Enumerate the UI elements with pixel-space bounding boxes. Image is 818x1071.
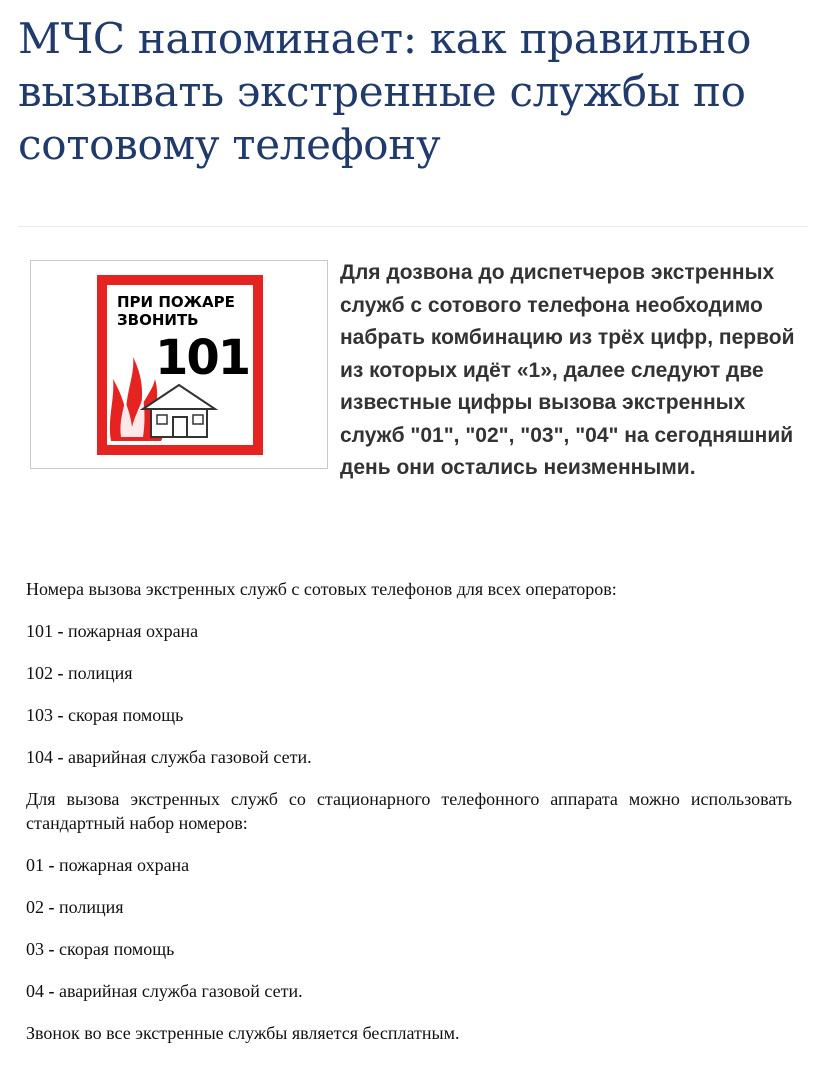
service-name: скорая помощь (59, 939, 175, 959)
sign-line-1: ПРИ ПОЖАРЕ (117, 293, 235, 311)
separator: - (44, 981, 59, 1001)
footer-note: Звонок во все экстренные службы является бесплатным. (26, 1023, 460, 1043)
sign-line-2: ЗВОНИТЬ (117, 311, 199, 329)
separator: - (44, 939, 59, 959)
fire-sign-image (30, 260, 328, 469)
service-name: полиция (59, 897, 124, 917)
separator: - (44, 897, 59, 917)
service-name: полиция (68, 663, 133, 683)
number-code: 102 (26, 663, 53, 683)
service-name: аварийная служба газовой сети. (59, 981, 303, 1001)
list-item (26, 619, 792, 643)
lead-paragraph: Для дозвона до диспетчеров экстренных служб с сотового телефона необходимо набрать комбинацию из трёх цифр, первой из которых идёт «1», далее следуют две известные цифры вызова экстренных служб "01", "02", "03", "04" на сегодняшний день они остались неизменными. (340, 261, 795, 479)
list-item (26, 979, 792, 1003)
landline-intro: Для вызова экстренных служб со стационарного телефонного аппарата можно использовать стандартный набор номеров: (26, 789, 792, 833)
service-name: пожарная охрана (59, 855, 190, 875)
divider (18, 226, 808, 227)
service-name: пожарная охрана (68, 621, 199, 641)
number-code: 03 (26, 939, 44, 959)
number-code: 103 (26, 705, 53, 725)
separator: - (53, 663, 68, 683)
number-code: 02 (26, 897, 44, 917)
number-code: 104 (26, 747, 53, 767)
fire-sign-icon (31, 261, 327, 468)
number-code: 101 (26, 621, 53, 641)
sign-number: 101 (155, 330, 250, 386)
service-name: аварийная служба газовой сети. (68, 747, 312, 767)
list-item (26, 661, 792, 685)
list-item (26, 853, 792, 877)
list-item (26, 937, 792, 961)
separator: - (53, 705, 68, 725)
number-code: 04 (26, 981, 44, 1001)
list-item (26, 703, 792, 727)
article-body (26, 577, 792, 1063)
separator: - (53, 747, 68, 767)
service-name: скорая помощь (68, 705, 184, 725)
separator: - (53, 621, 68, 641)
separator: - (44, 855, 59, 875)
list-item (26, 895, 792, 919)
list-item (26, 745, 792, 769)
lead-section (18, 257, 798, 485)
number-code: 01 (26, 855, 44, 875)
page-title: МЧС напоминает: как правильно вызывать экстренные службы по сотовому телефону (18, 14, 752, 169)
mobile-intro: Номера вызова экстренных служб с сотовых телефонов для всех операторов: (26, 579, 617, 599)
